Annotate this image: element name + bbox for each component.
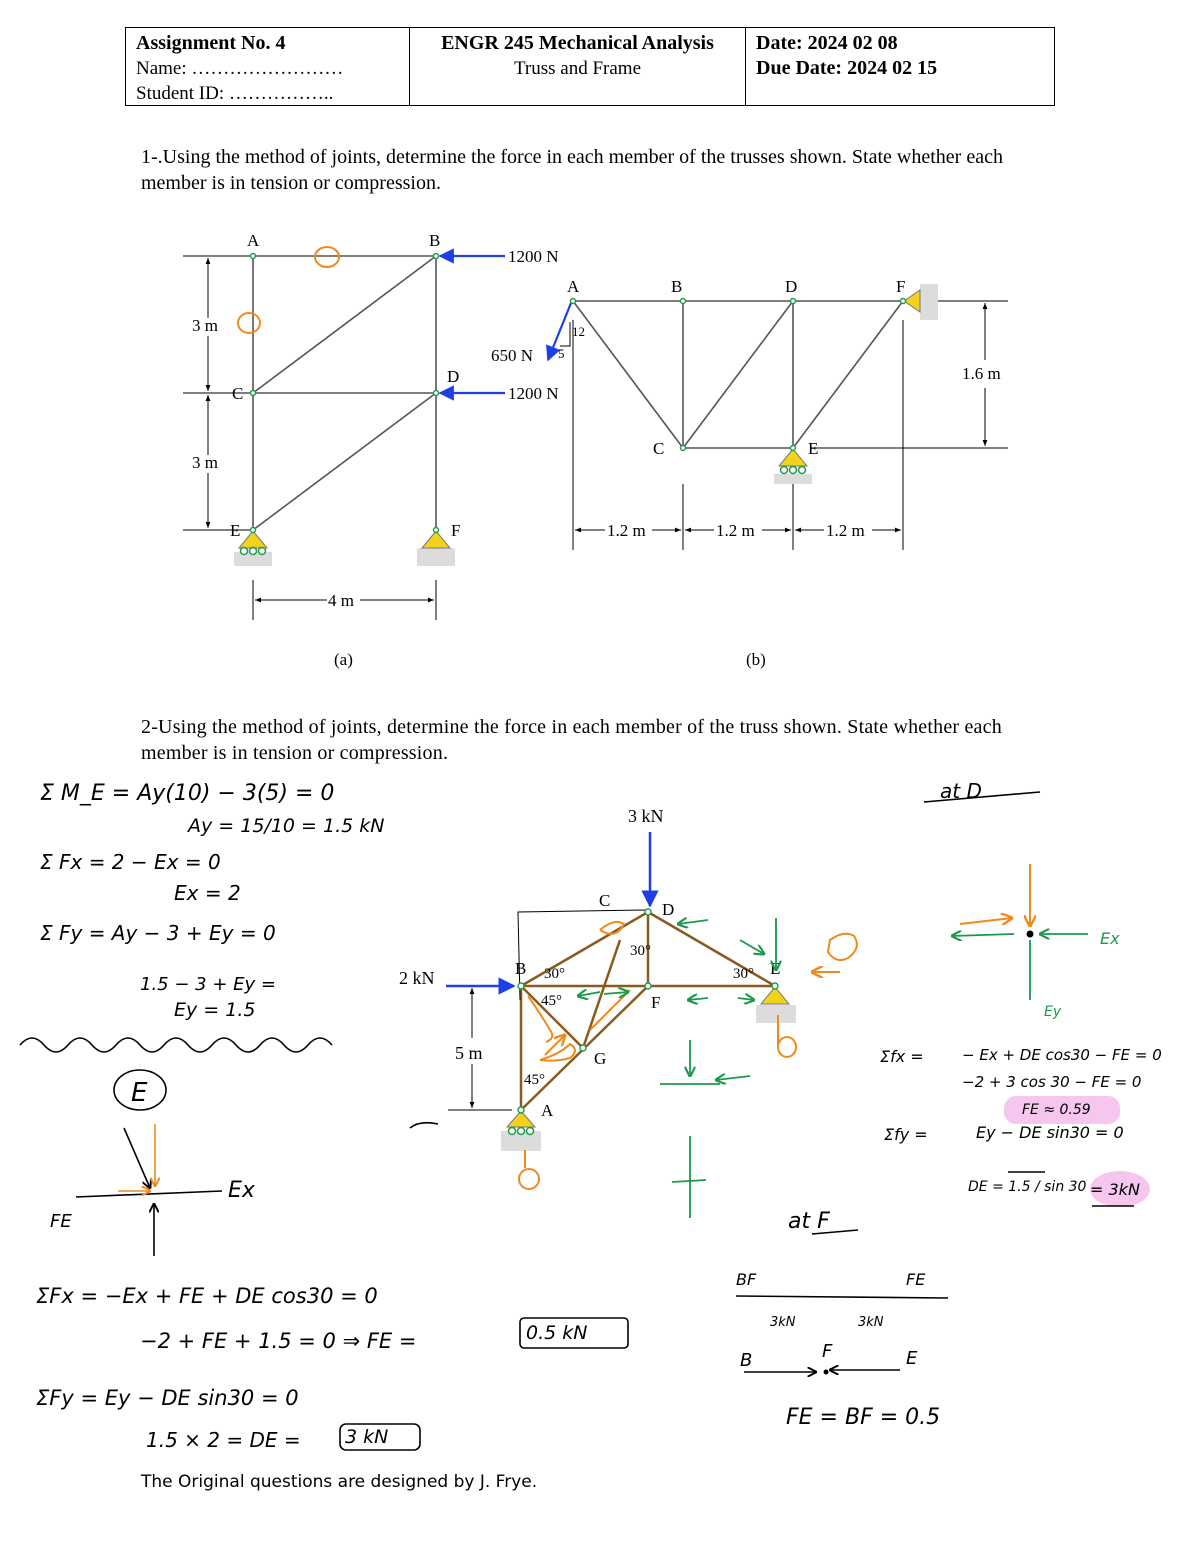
member-cb	[253, 256, 436, 393]
name-line: Name: ……………………	[136, 58, 344, 79]
hw-joint-e-sum-fx: ΣFx = −Ex + FE + DE cos30 = 0	[36, 1284, 378, 1308]
load-label-2kn: 2 kN	[399, 968, 435, 988]
hw-ex-value: Ex = 2	[174, 881, 241, 905]
handwriting-right	[660, 779, 1162, 1430]
roller-support-e-b	[774, 449, 812, 484]
hw-fe-answer: 0.5 kN	[526, 1322, 588, 1344]
slope-label-12: 12	[572, 324, 585, 339]
truss-figure-b	[491, 277, 1008, 669]
hw-d-sum-fx: − Ex + DE cos30 − FE = 0	[962, 1046, 1162, 1064]
zero-force-mark-ab	[315, 247, 339, 267]
hw-de-answer: 3 kN	[345, 1426, 389, 1448]
hw-f-bf: BF	[736, 1270, 757, 1289]
hw-moment-equation: Σ M_E = Ay(10) − 3(5) = 0	[40, 781, 335, 806]
handwriting-left	[36, 781, 587, 1452]
truss-b-dimension-lines	[573, 301, 1008, 550]
hw-d-ey: Ey	[1044, 1004, 1062, 1020]
dim-label-span: 1.2 m	[716, 521, 755, 540]
hw-d-sum-fy: Ey − DE sin30 = 0	[976, 1123, 1124, 1142]
hw-f-e: E	[906, 1348, 918, 1369]
hw-f-fe: FE	[906, 1270, 926, 1289]
figure-b-caption: (b)	[746, 650, 766, 669]
pin-support-e	[756, 987, 796, 1023]
node-label: C	[232, 384, 244, 403]
truss-a-members	[253, 256, 436, 530]
hw-sum-fx: Σ Fx = 2 − Ex = 0	[40, 850, 221, 874]
hw-d-sum-fx-sub: −2 + 3 cos 30 − FE = 0	[962, 1073, 1142, 1091]
node-label: B	[515, 959, 527, 978]
hw-f-f: F	[822, 1341, 833, 1362]
pin-support-f	[417, 531, 455, 566]
load-label-3kn: 3 kN	[628, 806, 664, 826]
hw-f-3kn-right: 3kN	[858, 1315, 884, 1330]
node-label: C	[653, 439, 665, 458]
topic-title: Truss and Frame	[513, 58, 642, 79]
hw-fe-059: FE ≈ 0.59	[1022, 1102, 1091, 1118]
course-title: ENGR 245 Mechanical Analysis	[441, 32, 714, 54]
hw-de-3kn: = 3kN	[1090, 1180, 1140, 1199]
truss-q2-members	[521, 912, 775, 1110]
hw-ey-value: Ey = 1.5	[174, 999, 256, 1021]
hw-f-b: B	[740, 1350, 753, 1371]
node-label: A	[567, 277, 580, 296]
node-label: E	[808, 439, 819, 458]
truss-q2-labels	[399, 806, 780, 1120]
roller-support-a	[501, 1111, 541, 1151]
node-label: B	[429, 231, 441, 250]
dim-label-span: 1.2 m	[826, 521, 865, 540]
zero-force-mark-ac	[238, 313, 260, 333]
node-label: A	[541, 1101, 554, 1120]
truss-q2-dimension-lines	[448, 910, 646, 1110]
node-label: C	[599, 891, 611, 910]
assignment-number: Assignment No. 4	[136, 32, 286, 54]
dim-label-5m: 5 m	[455, 1043, 483, 1063]
dim-label-bottom: 3 m	[192, 453, 218, 472]
node-label: D	[662, 900, 675, 919]
hw-ex-label: Ex	[228, 1178, 255, 1203]
student-id-line: Student ID: ……………..	[136, 83, 334, 104]
angle-label: 45°	[541, 993, 562, 1009]
due-date: Due Date: 2024 02 15	[756, 57, 938, 79]
dim-label-width: 4 m	[328, 591, 354, 610]
hw-d-fbd-orange	[960, 864, 1030, 926]
member-ed	[253, 393, 436, 530]
node-label: E	[770, 959, 781, 978]
date: Date: 2024 02 08	[756, 32, 898, 54]
hw-joint-e-sum-fy: ΣFy = Ey − DE sin30 = 0	[36, 1386, 299, 1410]
hw-de-fraction: DE = 1.5 / sin 30	[968, 1179, 1087, 1195]
hw-de-solve: 1.5 × 2 = DE =	[146, 1428, 301, 1452]
angle-label: 30°	[544, 966, 565, 982]
hw-fe-label: FE	[50, 1211, 72, 1232]
truss-a-labels	[192, 231, 559, 669]
hw-separator-wave	[20, 1038, 332, 1052]
hw-at-f: at F	[788, 1209, 830, 1234]
truss-figure-a	[183, 231, 559, 669]
angle-label: 30°	[630, 943, 651, 959]
hw-fbd-horizontal	[76, 1191, 222, 1197]
hw-fe-solve: −2 + FE + 1.5 = 0 ⇒ FE =	[140, 1329, 417, 1353]
node-label: F	[896, 277, 906, 296]
hw-d-sum-fx-label: Σfx =	[880, 1047, 924, 1066]
node-label: D	[447, 367, 460, 386]
truss-b-members	[573, 301, 903, 448]
credit-line: The Original questions are designed by J. Frye.	[141, 1472, 538, 1492]
question-2-text: 2-Using the method of joints, determine the force in each member of the truss shown. State whether each member is in tension or compression.	[141, 716, 1002, 764]
truss-q2-ink-marks	[519, 922, 857, 1189]
load-label-d: 1200 N	[508, 384, 559, 403]
load-label-650n: 650 N	[491, 346, 534, 365]
truss-b-labels	[491, 277, 1001, 669]
node-label: E	[230, 521, 241, 540]
node-label: D	[785, 277, 798, 296]
node-label: A	[247, 231, 260, 250]
hw-ay-value: Ay = 15/10 = 1.5 kN	[188, 815, 385, 837]
hw-fy-substitution: 1.5 − 3 + Ey =	[140, 974, 276, 995]
load-label-b: 1200 N	[508, 247, 559, 266]
angle-label: 30°	[733, 966, 754, 982]
dim-label-span: 1.2 m	[607, 521, 646, 540]
hw-joint-e-label: E	[131, 1078, 148, 1108]
hw-f-3kn-left: 3kN	[770, 1315, 796, 1330]
truss-figure-q2	[399, 806, 857, 1189]
slope-label-5: 5	[558, 346, 565, 361]
node-label: G	[594, 1049, 607, 1068]
hw-d-ex: Ex	[1100, 929, 1120, 948]
hw-sum-fy: Σ Fy = Ay − 3 + Ey = 0	[40, 921, 276, 945]
hw-at-d: at D	[940, 779, 982, 803]
pin-support-f-wall	[904, 284, 938, 320]
angle-label: 45°	[524, 1072, 545, 1088]
figure-a-caption: (a)	[334, 650, 353, 669]
node-label: F	[651, 993, 661, 1012]
truss-a-dimension-lines	[183, 256, 436, 620]
hw-fe-bf: FE = BF = 0.5	[786, 1405, 941, 1430]
hw-d-sum-fy-label: Σfy =	[884, 1125, 928, 1144]
node-label: B	[671, 277, 683, 296]
node-label: F	[451, 521, 461, 540]
dim-label-height: 1.6 m	[962, 364, 1001, 383]
dim-label-top: 3 m	[192, 316, 218, 335]
question-1-text: 1-.Using the method of joints, determine the force in each member of the trusses shown. State whether each member is in tension or compression.	[141, 146, 1003, 194]
